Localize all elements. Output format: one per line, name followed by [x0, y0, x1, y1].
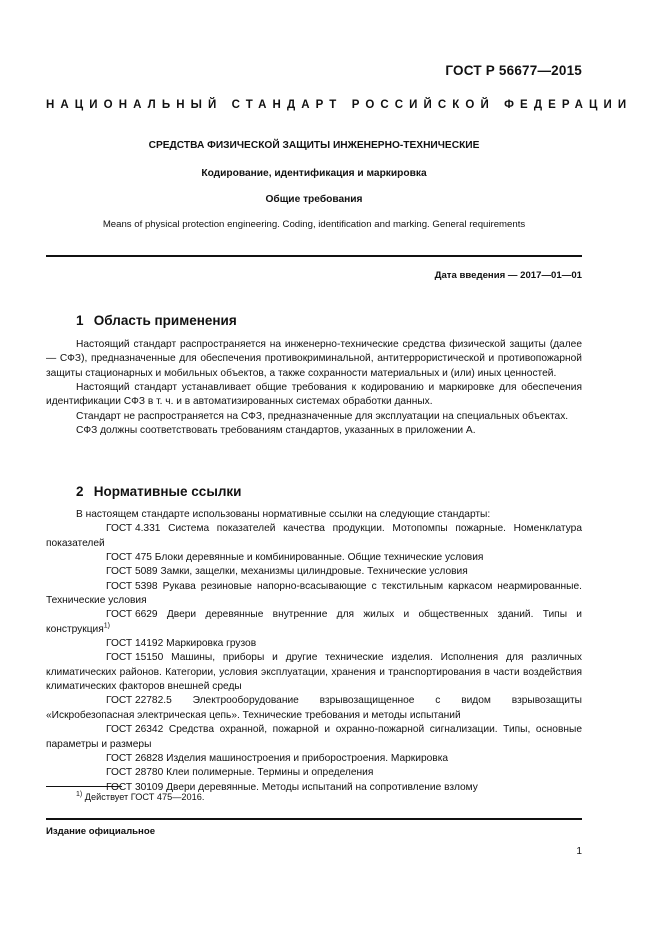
- reference-title: Блоки деревянные и комбинированные. Общие технические условия: [154, 552, 484, 564]
- effective-date: Дата введения — 2017—01—01: [434, 270, 582, 281]
- reference-code: ГОСТ 26828: [106, 752, 164, 764]
- title-divider: [46, 255, 582, 257]
- english-title: Means of physical protection engineering. Coding, identification and marking. General requirements: [102, 219, 526, 230]
- reference-item: [46, 766, 582, 780]
- standard-id: ГОСТ Р 56677—2015: [445, 63, 582, 78]
- document-subtitle: Кодирование, идентификация и маркировка: [201, 168, 427, 179]
- reference-code: ГОСТ 475: [106, 552, 152, 564]
- reference-title: Изделия машиностроения и приборостроения. Маркировка: [166, 752, 449, 764]
- reference-item: [46, 565, 582, 579]
- footnote-mark: 1): [76, 790, 83, 798]
- reference-code: ГОСТ 28780: [106, 767, 164, 779]
- section-1-title: Область применения: [93, 313, 237, 328]
- section-1-number: 1: [76, 313, 84, 328]
- section-1-body: [46, 338, 582, 438]
- paragraph: Настоящий стандарт устанавливает общие требования к кодированию и маркировке для обеспечения идентификации СФЗ в т. ч. и в автоматизированных системах обработки данных.: [46, 382, 582, 408]
- section-2-heading: [76, 484, 241, 499]
- paragraph: СФЗ должны соответствовать требованиям стандартов, указанных в приложении А.: [76, 425, 476, 437]
- section-1-heading: [76, 313, 237, 328]
- reference-title: Рукава резиновые напорно-всасывающие с текстильным каркасом неармированные. Технические условия: [46, 580, 582, 607]
- reference-code: ГОСТ 5089: [106, 566, 158, 578]
- footnote-marker: 1): [103, 622, 111, 630]
- reference-item: [46, 694, 582, 723]
- reference-item: [46, 723, 582, 752]
- footnote-text: Действует ГОСТ 475—2016.: [84, 792, 205, 802]
- page-number: 1: [576, 846, 582, 857]
- reference-code: ГОСТ 14192: [106, 638, 164, 650]
- paragraph: Настоящий стандарт распространяется на инженерно-технические средства физической защиты (далее — СФЗ), предназначенные для обеспечения противокриминальной, антитеррористической и противопожарной защиты стационарных и мобильных объектов, а также сохранности материальных и (или) иных ценностей.: [46, 339, 582, 379]
- reference-title: Двери деревянные. Методы испытаний на сопротивление взлому: [166, 781, 478, 793]
- reference-title: Электрооборудование взрывозащищенное с видом взрывозащиты «Искробезопасная электрическая цепь». Технические требования и методы испытаний: [46, 695, 582, 721]
- official-edition-label: Издание официальное: [46, 826, 156, 837]
- reference-item: [46, 637, 582, 651]
- national-standard-banner: НАЦИОНАЛЬНЫЙ СТАНДАРТ РОССИЙСКОЙ ФЕДЕРАЦИИ: [46, 99, 633, 111]
- reference-title: Машины, приборы и другие технические изделия. Исполнения для различных климатических районов. Категории, условия эксплуатации, хранения и транспортирования в части воздействия климатических факторов внешней среды: [46, 652, 582, 693]
- footnote: [76, 792, 204, 802]
- reference-title: Система показателей качества продукции. Мотопомпы пожарные. Номенклатура показателей: [46, 523, 582, 549]
- reference-code: ГОСТ 30109: [106, 781, 164, 793]
- reference-item: [46, 522, 582, 551]
- reference-title: Двери деревянные внутренние для жилых и общественных зданий. Типы и конструкция: [46, 609, 582, 635]
- reference-item: [46, 608, 582, 637]
- reference-item: [46, 752, 582, 766]
- reference-title: Клеи полимерные. Термины и определения: [166, 767, 374, 779]
- footnote-separator: [46, 786, 122, 787]
- references-intro: В настоящем стандарте использованы нормативные ссылки на следующие стандарты:: [76, 509, 491, 520]
- section-2-title: Нормативные ссылки: [93, 484, 242, 499]
- reference-code: ГОСТ 15150: [106, 652, 164, 664]
- reference-item: [46, 651, 582, 694]
- section-2-body: [46, 508, 582, 795]
- reference-code: ГОСТ 4.331: [106, 523, 161, 535]
- paragraph: Стандарт не распространяется на СФЗ, предназначенные для эксплуатации на специальных объектах.: [76, 410, 569, 422]
- reference-code: ГОСТ 22782.5: [106, 695, 172, 707]
- reference-code: ГОСТ 26342: [106, 724, 164, 736]
- reference-code: ГОСТ 5398: [106, 580, 158, 592]
- document-subtitle-general: Общие требования: [265, 194, 363, 205]
- section-2-number: 2: [76, 484, 84, 499]
- reference-title: Средства охранной, пожарной и охранно-пожарной сигнализации. Типы, основные параметры и размеры: [46, 724, 582, 750]
- reference-item: [46, 580, 582, 609]
- footer-divider: [46, 818, 582, 820]
- reference-title: Маркировка грузов: [166, 638, 257, 650]
- reference-title: Замки, защелки, механизмы цилиндровые. Технические условия: [160, 566, 468, 578]
- reference-code: ГОСТ 6629: [106, 609, 158, 621]
- reference-item: [46, 551, 582, 565]
- document-title: СРЕДСТВА ФИЗИЧЕСКОЙ ЗАЩИТЫ ИНЖЕНЕРНО-ТЕХНИЧЕСКИЕ: [148, 140, 480, 151]
